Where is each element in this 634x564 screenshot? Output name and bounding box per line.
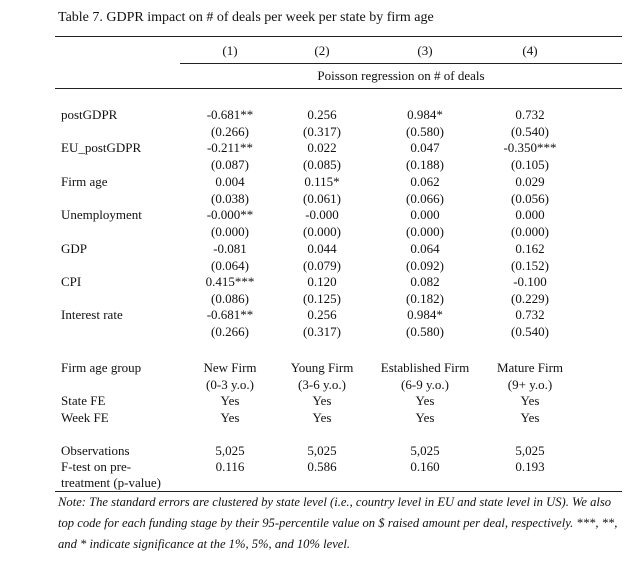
coef-interest-rate-4: 0.732 [515,307,545,322]
firm-range-1: (0-3 y.o.) [206,377,254,392]
coef-gdp-4: 0.162 [515,241,545,256]
week-fe-2: Yes [312,410,332,425]
se-unemployment-2: (0.000) [303,224,341,239]
coef-gdp-3: 0.064 [410,241,440,256]
se-unemployment-3: (0.000) [406,224,444,239]
row-label-eu-postgdpr: EU_postGDPR [61,140,142,155]
coef-eu-postgdpr-4: -0.350*** [503,140,557,155]
se-cpi-4: (0.229) [511,291,549,306]
coef-interest-rate-2: 0.256 [307,307,337,322]
coef-unemployment-2: -0.000 [305,207,339,222]
se-unemployment-4: (0.000) [511,224,549,239]
coef-gdp-2: 0.044 [307,241,337,256]
state-fe-label: State FE [61,393,106,408]
se-firm-age-2: (0.061) [303,191,341,206]
se-postgdpr-3: (0.580) [406,124,444,139]
ftest-2: 0.586 [307,459,337,474]
header-bottom-rule [55,88,622,89]
coef-unemployment-3: 0.000 [410,207,440,222]
top-rule [55,36,622,37]
firm-range-3: (6-9 y.o.) [401,377,449,392]
firm-range-4: (9+ y.o.) [507,377,553,392]
coef-interest-rate-1: -0.681** [206,307,254,322]
se-interest-rate-2: (0.317) [303,324,341,339]
se-eu-postgdpr-4: (0.105) [511,157,549,172]
observations-2: 5,025 [307,443,337,458]
table-note: Note: The standard errors are clustered by state level (i.e., country level in EU and state level in US). We also top code for each funding stage by their 95-percentile value on $ raised amount per deal, respectively. ***, **, and * indicate significance at the 1%, 5%, and 10% level. [58,495,618,551]
firm-range-2: (3-6 y.o.) [298,377,346,392]
coef-firm-age-3: 0.062 [410,174,440,189]
coef-eu-postgdpr-3: 0.047 [410,140,440,155]
week-fe-3: Yes [415,410,435,425]
coef-firm-age-1: 0.004 [215,174,245,189]
se-firm-age-4: (0.056) [511,191,549,206]
row-label-cpi: CPI [61,274,82,289]
state-fe-3: Yes [415,393,435,408]
se-firm-age-1: (0.038) [211,191,249,206]
ftest-label-line2: treatment (p-value) [61,475,161,490]
observations-3: 5,025 [410,443,440,458]
week-fe-label: Week FE [61,410,109,425]
se-postgdpr-4: (0.540) [511,124,549,139]
firm-group-2: Young Firm [290,360,354,375]
coef-cpi-1: 0.415*** [205,274,255,289]
coef-unemployment-1: -0.000** [206,207,254,222]
se-postgdpr-2: (0.317) [303,124,341,139]
se-eu-postgdpr-3: (0.188) [406,157,444,172]
ftest-3: 0.160 [410,459,440,474]
coef-postgdpr-1: -0.681** [206,107,254,122]
se-cpi-3: (0.182) [406,291,444,306]
se-interest-rate-1: (0.266) [211,324,249,339]
week-fe-4: Yes [520,410,540,425]
row-label-unemployment: Unemployment [61,207,142,222]
row-label-interest-rate: Interest rate [61,307,123,322]
coef-interest-rate-3: 0.984* [407,307,443,322]
se-gdp-4: (0.152) [511,258,549,273]
ftest-1: 0.116 [215,459,245,474]
se-eu-postgdpr-1: (0.087) [211,157,249,172]
subheader-rule [180,63,622,64]
coef-unemployment-4: 0.000 [515,207,545,222]
ftest-label-line1: F-test on pre- [61,459,132,474]
coef-cpi-2: 0.120 [307,274,337,289]
coef-cpi-4: -0.100 [513,274,547,289]
model-subheader: Poisson regression on # of deals [317,68,485,83]
se-eu-postgdpr-2: (0.085) [303,157,341,172]
row-label-firm-age: Firm age [61,174,108,189]
observations-1: 5,025 [215,443,245,458]
table-title: Table 7. GDPR impact on # of deals per week per state by firm age [58,10,434,25]
week-fe-1: Yes [220,410,240,425]
se-cpi-1: (0.086) [211,291,249,306]
coef-eu-postgdpr-2: 0.022 [307,140,337,155]
column-header-3: (3) [417,43,433,58]
firm-age-group-label: Firm age group [61,360,142,375]
row-label-postgdpr: postGDPR [61,107,118,122]
state-fe-1: Yes [220,393,240,408]
state-fe-4: Yes [520,393,540,408]
se-gdp-3: (0.092) [406,258,444,273]
se-interest-rate-3: (0.580) [406,324,444,339]
firm-group-1: New Firm [203,360,257,375]
column-header-4: (4) [522,43,538,58]
coef-firm-age-4: 0.029 [515,174,545,189]
row-label-gdp: GDP [61,241,88,256]
observations-label: Observations [61,443,130,458]
se-postgdpr-1: (0.266) [211,124,249,139]
coef-gdp-1: -0.081 [213,241,247,256]
coef-postgdpr-4: 0.732 [515,107,545,122]
column-header-1: (1) [222,43,238,58]
se-unemployment-1: (0.000) [211,224,249,239]
coef-postgdpr-3: 0.984* [407,107,443,122]
coef-cpi-3: 0.082 [410,274,440,289]
state-fe-2: Yes [312,393,332,408]
firm-group-3: Established Firm [380,360,470,375]
coef-postgdpr-2: 0.256 [307,107,337,122]
firm-group-4: Mature Firm [496,360,564,375]
ftest-4: 0.193 [515,459,545,474]
observations-4: 5,025 [515,443,545,458]
se-gdp-2: (0.079) [303,258,341,273]
coef-eu-postgdpr-1: -0.211** [206,140,254,155]
se-interest-rate-4: (0.540) [511,324,549,339]
se-gdp-1: (0.064) [211,258,249,273]
se-firm-age-3: (0.066) [406,191,444,206]
column-header-2: (2) [314,43,330,58]
coef-firm-age-2: 0.115* [304,174,340,189]
se-cpi-2: (0.125) [303,291,341,306]
